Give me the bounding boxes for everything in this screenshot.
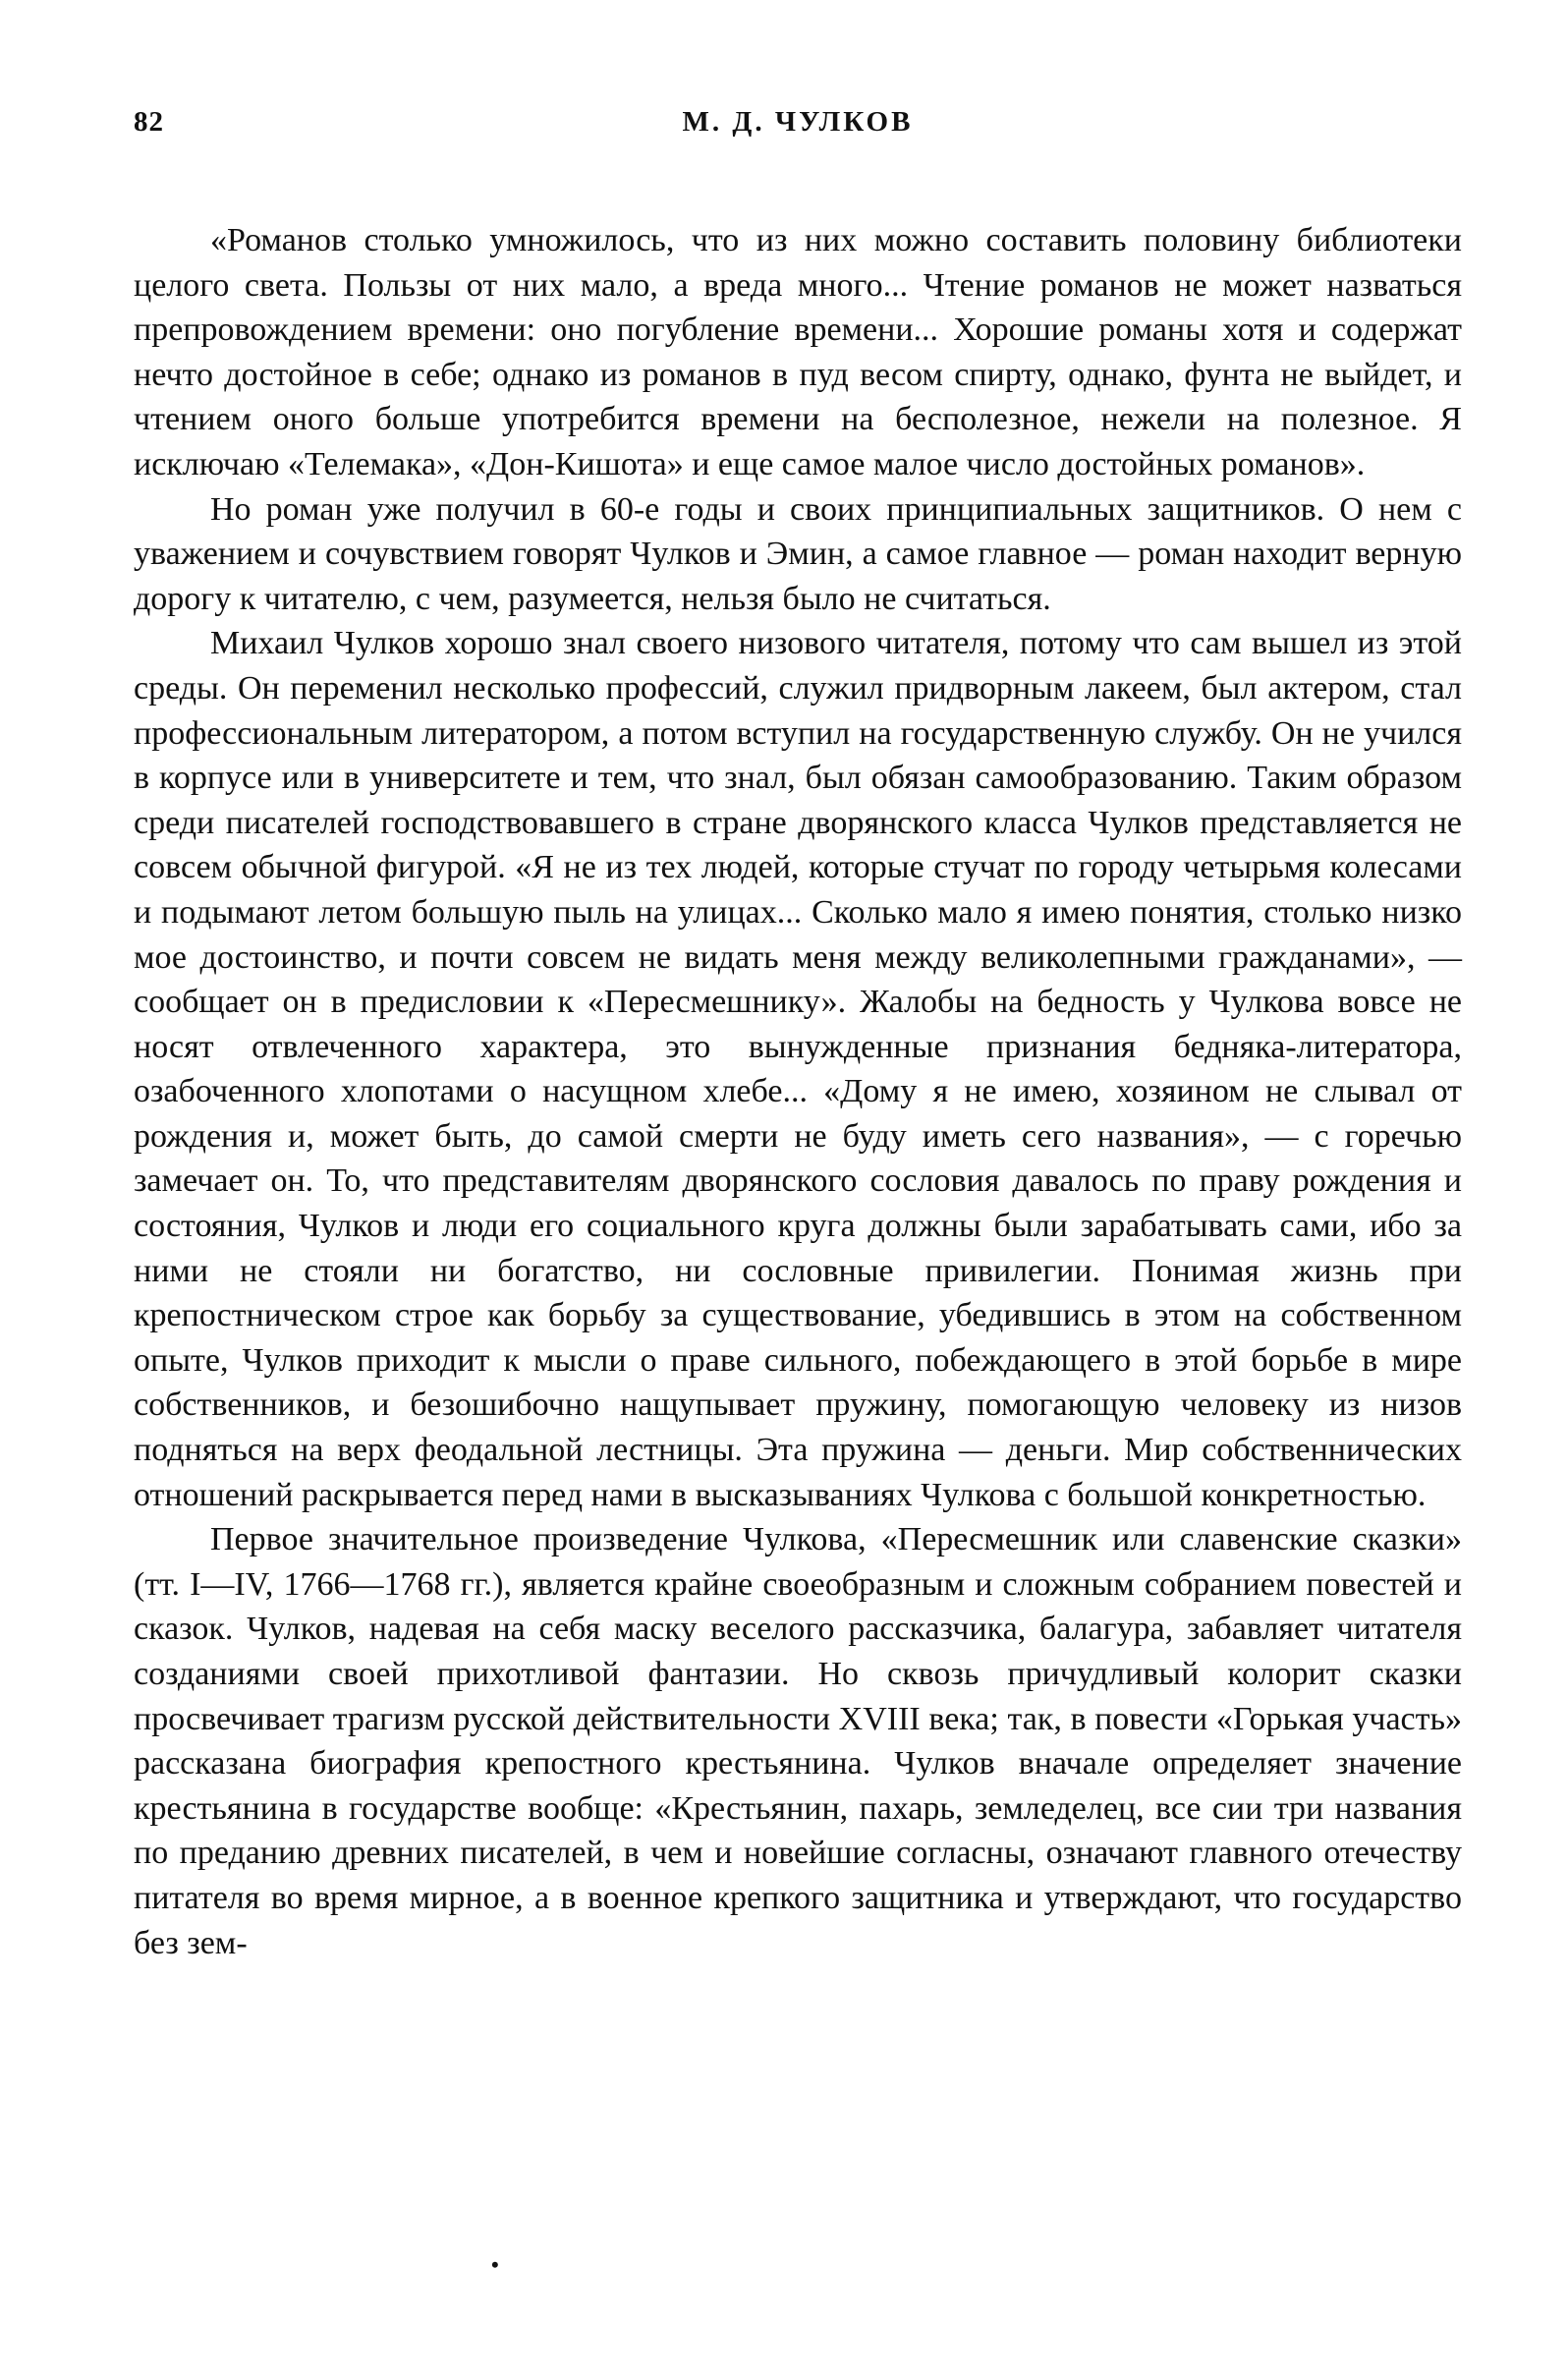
paragraph: Но роман уже получил в 60-е годы и своих принципиальных защитников. О нем с уважением и сочувствием говорят Чулков и Эмин, а самое главное — роман находит верную дорогу к читателю, с чем, разумеется, нельзя было не считаться.: [134, 490, 1462, 617]
paragraph: Михаил Чулков хорошо знал своего низового читателя, потому что сам вышел из этой среды. Он переменил несколько профессий, служил придворным лакеем, был актером, стал профессиональным литератором, а потом вступил на государственную службу. Он не учился в корпусе или в университете и тем, что знал, был обязан самообразованию. Таким образом среди писателей господствовавшего в стране дворянского класса Чулков представляется не совсем обычной фигурой. «Я не из тех людей, которые стучат по городу четырьмя колесами и подымают летом большую пыль на улицах... Сколько мало я имею понятия, столько низко мое достоинство, и почти совсем не видать меня между великолепными гражданами», — сообщает он в предисловии к «Пересмешнику». Жалобы на бедность у Чулкова вовсе не носят отвлеченного характера, это вынужденные признания бедняка-литератора, озабоченного хлопотами о насущном хлебе... «Дому я не имею, хозяином не слывал от рождения и, может быть, до самой смерти не буду иметь сего названия», — с горечью замечает он. То, что представителям дворянского сословия давалось по праву рождения и состояния, Чулков и люди его социального круга должны были зарабатывать сами, ибо за ними не стояли ни богатство, ни сословные привилегии. Понимая жизнь при крепостническом строе как борьбу за существование, убедившись в этом на собственном опыте, Чулков приходит к мысли о праве сильного, побеждающего в этой борьбе в мире собственников, и безошибочно нащупывает пружину, помогающую человеку из низов подняться на верх феодальной лестницы. Эта пружина — деньги. Мир собственнических отношений раскрывается перед нами в высказываниях Чулкова с большой конкретностью.: [134, 625, 1462, 1513]
footnote-mark: •: [491, 2252, 499, 2277]
book-page: [134, 106, 1462, 1965]
running-title: М. Д. ЧУЛКОВ: [682, 106, 914, 138]
paragraph: «Романов столько умножилось, что из них можно составить половину библиотеки целого света. Пользы от них мало, а вреда много... Чтение романов не может назваться препровождением времени: оно погубление времени... Хорошие романы хотя и содержат нечто достойное в себе; однако из романов в пуд весом спирту, однако, фунта не выйдет, и чтением оного больше употребится времени на бесполезное, нежели на полезное. Я исключаю «Телемака», «Дон-Кишота» и еще самое малое число достойных романов».: [134, 222, 1462, 482]
body-text: [134, 218, 1462, 1965]
page-number: 82: [134, 106, 164, 138]
page-header: [134, 106, 1462, 155]
paragraph: Первое значительное произведение Чулкова, «Пересмешник или славенские сказки» (тт. I—IV, 1766—1768 гг.), является крайне своеобразным и сложным собранием повестей и сказок. Чулков, надевая на себя маску веселого рассказчика, балагура, забавляет читателя созданиями своей прихотливой фантазии. Но сквозь причудливый колорит сказки просвечивает трагизм русской действительности XVIII века; так, в повести «Горькая участь» рассказана биография крепостного крестьянина. Чулков вначале определяет значение крестьянина в государстве вообще: «Крестьянин, пахарь, земледелец, все сии три названия по преданию древних писателей, в чем и новейшие согласны, означают главного отечеству питателя во время мирное, а в военное крепкого защитника и утверждают, что государство без зем-: [134, 1521, 1462, 1961]
